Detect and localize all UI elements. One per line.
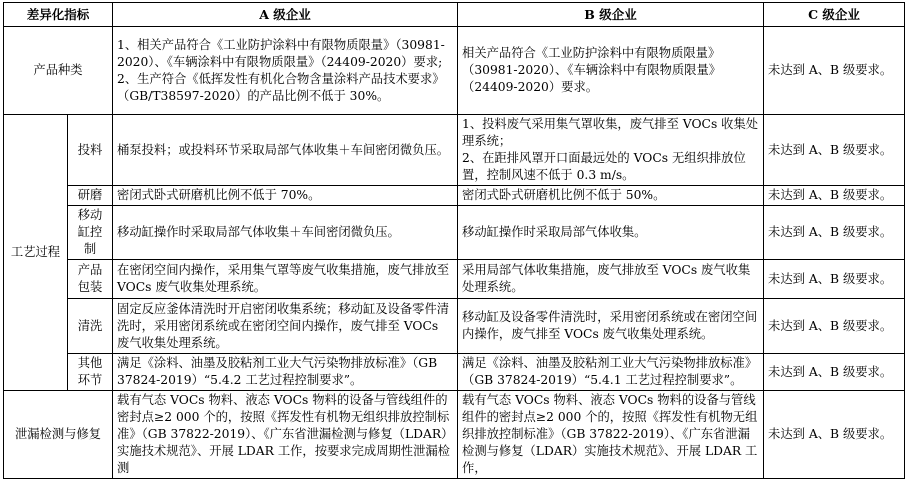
feeding-b-item2: 2、在距排风罩开口面最远处的 VOCs 无组织排放位置，控制风速不低于 0.3 m/s。 — [462, 151, 746, 182]
cleaning-grade-c: 未达到 A、B 级要求。 — [764, 299, 905, 354]
transfer-tank-label: 移动缸控制 — [68, 206, 113, 260]
product-type-grade-c: 未达到 A、B 级要求。 — [764, 27, 905, 115]
grinding-label: 研磨 — [68, 186, 113, 206]
ldar-grade-b: 载有气态 VOCs 物料、液态 VOCs 物料的设备与管线组件的密封点≥2 000 个的，按照《挥发性有机物无组织排放控制标准》（GB 37822-2019）、《广东省泄漏检测与修复（LDAR）实施技术规范》、开展 LDAR 工作， — [458, 391, 764, 479]
grading-table — [3, 2, 905, 479]
other-steps-label: 其他环节 — [68, 354, 113, 391]
cleaning-label: 清洗 — [68, 299, 113, 354]
feeding-grade-c: 未达到 A、B 级要求。 — [764, 115, 905, 186]
transfer-tank-grade-a: 移动缸操作时采取局部气体收集＋车间密闭微负压。 — [113, 206, 458, 260]
product-type-grade-a — [113, 27, 458, 115]
row-cleaning — [4, 299, 905, 354]
grinding-grade-c: 未达到 A、B 级要求。 — [764, 186, 905, 206]
cleaning-grade-a: 固定反应釜体清洗时开启密闭收集系统；移动缸及设备零件清洗时，采用密闭系统或在密闭空间内操作，废气排至 VOCs 废气收集处理系统。 — [113, 299, 458, 354]
feeding-b-item1: 1、投料废气采用集气罩收集，废气排至 VOCs 收集处理系统； — [462, 117, 759, 148]
feeding-grade-a: 桶泵投料；或投料环节采取局部气体收集＋车间密闭微负压。 — [113, 115, 458, 186]
ldar-label: 泄漏检测与修复 — [4, 391, 113, 479]
packaging-grade-b: 采用局部气体收集措施，废气排放至 VOCs 废气收集处理系统。 — [458, 260, 764, 299]
ldar-grade-a: 载有气态 VOCs 物料、液态 VOCs 物料的设备与管线组件的密封点≥2 000 个的，按照《挥发性有机物无组织排放控制标准》（GB 37822-2019）、《广东省泄漏检测与修复（LDAR）实施技术规范》、开展 LDAR 工作，按要求完成周期性泄漏检测 — [113, 391, 458, 479]
row-product-type — [4, 27, 905, 115]
packaging-grade-c: 未达到 A、B 级要求。 — [764, 260, 905, 299]
row-packaging — [4, 260, 905, 299]
header-indicator: 差异化指标 — [4, 3, 113, 27]
ldar-grade-c: 未达到 A、B 级要求。 — [764, 391, 905, 479]
product-type-a-item2: 2、生产符合《低挥发性有机化合物含量涂料产品技术要求》（GB/T38597-2020）的产品比例不低于 30%。 — [117, 71, 445, 103]
product-type-label: 产品种类 — [4, 27, 113, 115]
other-steps-grade-a: 满足《涂料、油墨及胶粘剂工业大气污染物排放标准》（GB 37824-2019）“5.4.2 工艺过程控制要求”。 — [113, 354, 458, 391]
product-type-grade-b: 相关产品符合《工业防护涂料中有限物质限量》（30981-2020）、《车辆涂料中有限物质限量》（24409-2020）要求。 — [458, 27, 764, 115]
cleaning-grade-b: 移动缸及设备零件清洗时，采用密闭系统或在密闭空间内操作，废气排至 VOCs 废气收集处理系统。 — [458, 299, 764, 354]
header-grade-c: C 级企业 — [764, 3, 905, 27]
process-label: 工艺过程 — [4, 115, 68, 391]
header-row — [4, 3, 905, 27]
transfer-tank-grade-b: 移动缸操作时采取局部气体收集。 — [458, 206, 764, 260]
other-steps-grade-c: 未达到 A、B 级要求。 — [764, 354, 905, 391]
feeding-grade-b — [458, 115, 764, 186]
feeding-label: 投料 — [68, 115, 113, 186]
row-grinding — [4, 186, 905, 206]
header-grade-a: A 级企业 — [113, 3, 458, 27]
row-other-steps — [4, 354, 905, 391]
row-ldar — [4, 391, 905, 479]
header-grade-b: B 级企业 — [458, 3, 764, 27]
packaging-grade-a: 在密闭空间内操作，采用集气罩等废气收集措施，废气排放至 VOCs 废气收集处理系统。 — [113, 260, 458, 299]
transfer-tank-grade-c: 未达到 A、B 级要求。 — [764, 206, 905, 260]
row-feeding — [4, 115, 905, 186]
packaging-label: 产品包装 — [68, 260, 113, 299]
grinding-grade-a: 密闭式卧式研磨机比例不低于 70%。 — [113, 186, 458, 206]
grinding-grade-b: 密闭式卧式研磨机比例不低于 50%。 — [458, 186, 764, 206]
other-steps-grade-b: 满足《涂料、油墨及胶粘剂工业大气污染物排放标准》（GB 37824-2019）“5.4.1 工艺过程控制要求”。 — [458, 354, 764, 391]
product-type-a-item1: 1、相关产品符合《工业防护涂料中有限物质限量》（30981-2020）、《车辆涂料中有限物质限量》（24409-2020）要求; — [117, 37, 445, 69]
row-transfer-tank — [4, 206, 905, 260]
